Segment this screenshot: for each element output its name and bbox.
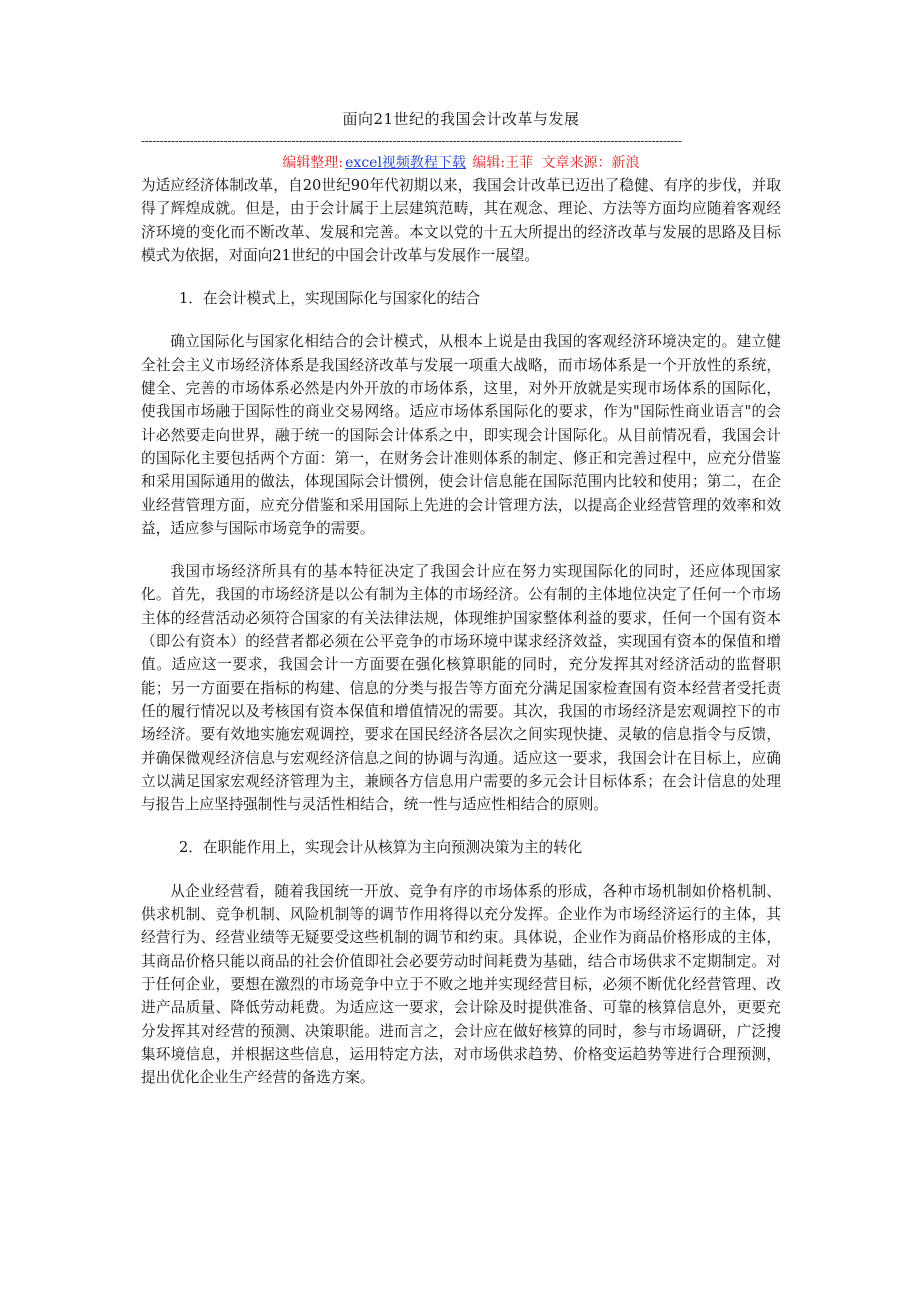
editor-name: 编辑:王菲 xyxy=(472,155,534,171)
section-1-heading: 1．在会计模式上，实现国际化与国家化的结合 xyxy=(178,290,481,308)
separator-rule: ------------------------------------------------------------------------------------------------------------------------------------------------ xyxy=(141,134,682,148)
byline xyxy=(141,152,781,174)
intro-paragraph: 为适应经济体制改革，自20世纪90年代初期以来，我国会计改革已迈出了稳健、有序的步伐，并取得了辉煌成就。但是，由于会计属于上层建筑范畴，其在观念、理论、方法等方面均应随着客观经济环境的变化而不断改革、发展和完善。本文以党的十五大所提出的经济改革与发展的思路及目标模式为依据，对面向21世纪的中国会计改革与发展作一展望。 xyxy=(141,177,781,264)
section-1-paragraph-2: 我国市场经济所具有的基本特征决定了我国会计应在努力实现国际化的同时，还应体现国家化。首先，我国的市场经济是以公有制为主体的市场经济。公有制的主体地位决定了任何一个市场主体的经营活动必须符合国家的有关法律法规，体现维护国家整体利益的要求，任何一个国有资本（即公有资本）的经营者都必须在公平竞争的市场环境中谋求经济效益，实现国有资本的保值和增值。适应这一要求，我国会计一方面要在强化核算职能的同时，充分发挥其对经济活动的监督职能；另一方面要在指标的构建、信息的分类与报告等方面充分满足国家检查国有资本经营者受托责任的履行情况以及考核国有资本保值和增值情况的需要。其次，我国的市场经济是宏观调控下的市场经济。要有效地实施宏观调控，要求在国民经济各层次之间实现快捷、灵敏的信息指令与反馈，并确保微观经济信息与宏观经济信息之间的协调与沟通。适应这一要求，我国会计在目标上，应确立以满足国家宏观经济管理为主，兼顾各方信息用户需要的多元会计目标体系；在会计信息的处理与报告上应坚持强制性与灵活性相结合，统一性与适应性相结合的原则。 xyxy=(141,563,781,814)
document-page xyxy=(141,108,781,1089)
article-title: 面向21世纪的我国会计改革与发展 xyxy=(342,110,580,128)
section-2-heading: 2．在职能作用上，实现会计从核算为主向预测决策为主的转化 xyxy=(178,839,583,857)
section-1-paragraph-1: 确立国际化与国家化相结合的会计模式，从根本上说是由我国的客观经济环境决定的。建立健全社会主义市场经济体系是我国经济改革与发展一项重大战略，而市场体系是一个开放性的系统，健全、完善的市场体系必然是内外开放的市场体系，这里，对外开放就是实现市场体系的国际化，使我国市场融于国际性的商业交易网络。适应市场体系国际化的要求，作为"国际性商业语言"的会计必然要走向世界，融于统一的国际会计体系之中，即实现会计国际化。从目前情况看，我国会计的国际化主要包括两个方面：第一，在财务会计准则体系的制定、修正和完善过程中，应充分借鉴和采用国际通用的做法，体现国际会计惯例，使会计信息能在国际范围内比较和使用；第二，在企业经营管理方面，应充分借鉴和采用国际上先进的会计管理方法，以提高企业经营管理的效率和效益，适应参与国际市场竞争的需要。 xyxy=(141,333,781,537)
excel-tutorial-link[interactable]: excel视频教程下载 xyxy=(345,155,466,171)
editor-label: 编辑整理: xyxy=(282,155,344,171)
section-2-paragraph-1: 从企业经营看，随着我国统一开放、竞争有序的市场体系的形成，各种市场机制如价格机制、供求机制、竞争机制、风险机制等的调节作用将得以充分发挥。企业作为市场经济运行的主体，其经营行为、经营业绩等无疑要受这些机制的调节和约束。具体说，企业作为商品价格形成的主体，其商品价格只能以商品的社会价值即社会必要劳动时间耗费为基础，结合市场供求不定期制定。对于任何企业，要想在激烈的市场竞争中立于不败之地并实现经营目标，必须不断优化经营管理、改进产品质量、降低劳动耗费。为适应这一要求，会计除及时提供准备、可靠的核算信息外，更要充分发挥其对经营的预测、决策职能。进而言之，会计应在做好核算的同时，参与市场调研，广泛搜集环境信息，并根据这些信息，运用特定方法，对市场供求趋势、价格变运趋势等进行合理预测，提出优化企业生产经营的备选方案。 xyxy=(141,882,781,1087)
source-label: 文章来源：新浪 xyxy=(541,155,640,171)
